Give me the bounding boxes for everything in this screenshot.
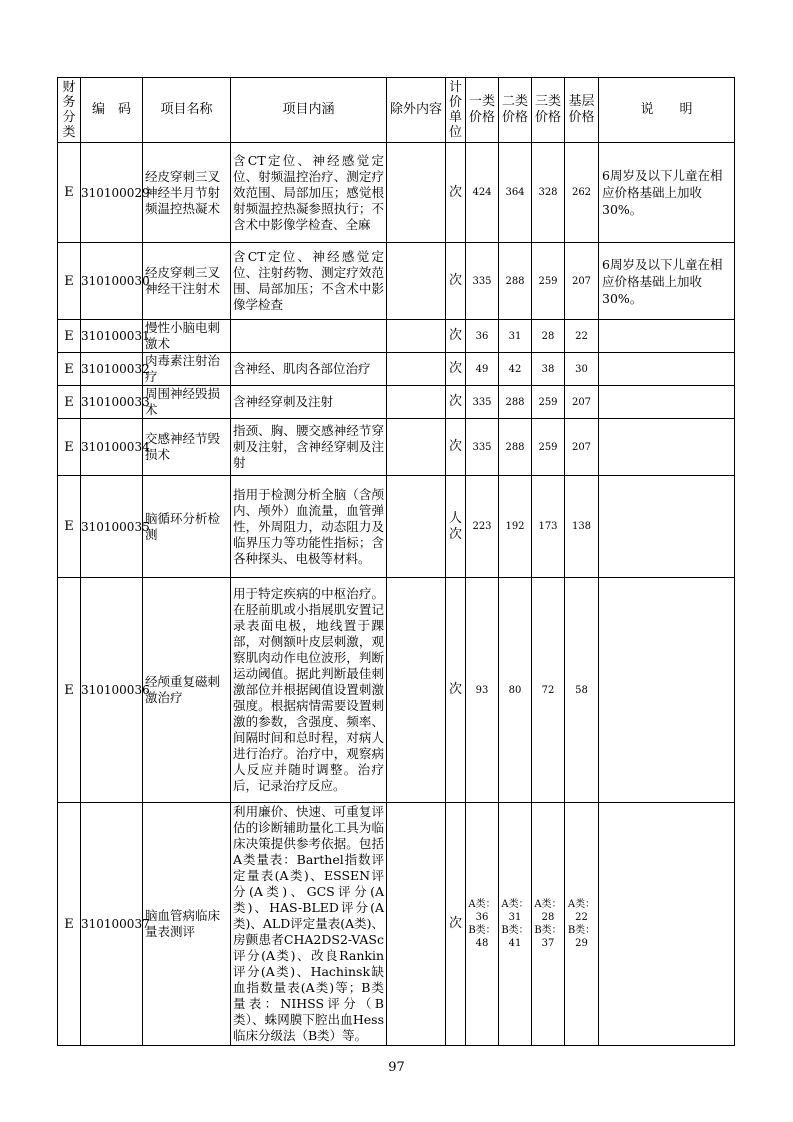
category-cell: E: [58, 803, 81, 1046]
price3-cell: 28: [532, 320, 565, 353]
name-cell: 慢性小脑电刺激术: [143, 320, 231, 353]
name-cell: 周围神经毁损术: [143, 386, 231, 419]
price1-cell: 49: [466, 353, 499, 386]
content-cell: 用于特定疾病的中枢治疗。在胫前肌或小指展肌安置记录表面电极，地线置于踝部，对侧额叶皮层刺激，观察肌肉动作电位波形，判断运动阈值。据此判断最佳刺激部位并根据阈值设置刺激强度。根据病情需要设置刺激的参数，含强度、频率、间隔时间和总时程，对病人进行治疗。治疗中，观察病人反应并随时调整。治疗后，记录治疗反应。: [231, 578, 387, 803]
code-cell: 310100032: [81, 353, 143, 386]
category-cell: E: [58, 320, 81, 353]
category-cell: E: [58, 386, 81, 419]
price1-cell: 36: [466, 320, 499, 353]
code-cell: 310100033: [81, 386, 143, 419]
notes-cell: [599, 803, 735, 1046]
content-cell: 利用廉价、快速、可重复评估的诊断辅助量化工具为临床决策提供参考依据。包括A类量表：Barthel指数评定量表(A类)、ESSEN评分(A类)、GCS评分(A类)、HAS-BLED评分(A类)、ALD评定量表(A类)、房颤患者CHA2DS2-VASc评分(A类)、改良Rankin评分(A类)、Hachinsk缺血指数量表(A类)等；B类量表：NIHSS评分（B类）、蛛网膜下腔出血Hess临床分级法（B类）等。: [231, 803, 387, 1046]
unit-cell: 次: [446, 419, 466, 476]
category-cell: E: [58, 143, 81, 243]
notes-cell: [599, 320, 735, 353]
price-base-cell: 262: [565, 143, 599, 243]
code-cell: 310100030: [81, 243, 143, 320]
table-row: [58, 803, 735, 1046]
code-cell: 310100031: [81, 320, 143, 353]
price1-cell: [466, 803, 499, 1046]
content-cell: 含神经穿刺及注射: [231, 386, 387, 419]
unit-cell: 人次: [446, 476, 466, 578]
table-row: [58, 419, 735, 476]
name-cell: 肉毒素注射治疗: [143, 353, 231, 386]
price-base-a: A类：22: [567, 899, 596, 923]
notes-cell: [599, 386, 735, 419]
category-cell: E: [58, 578, 81, 803]
code-cell: 310100036: [81, 578, 143, 803]
notes-cell: 6周岁及以下儿童在相应价格基础上加收30%。: [599, 243, 735, 320]
exclusions-cell: [387, 419, 446, 476]
category-cell: E: [58, 353, 81, 386]
notes-cell: [599, 476, 735, 578]
price3-a: A类：28: [534, 899, 562, 923]
exclusions-cell: [387, 476, 446, 578]
table-row: [58, 578, 735, 803]
price1-cell: 335: [466, 386, 499, 419]
exclusions-cell: [387, 243, 446, 320]
price1-cell: 335: [466, 243, 499, 320]
table-row: [58, 386, 735, 419]
header-price3: 三类 价格: [532, 78, 565, 143]
price-base-cell: 207: [565, 386, 599, 419]
code-cell: 310100037: [81, 803, 143, 1046]
table-row: [58, 476, 735, 578]
header-notes: 说 明: [599, 78, 735, 143]
content-cell: [231, 320, 387, 353]
code-cell: 310100029: [81, 143, 143, 243]
price3-cell: 38: [532, 353, 565, 386]
table-row: [58, 143, 735, 243]
price2-b: B类：41: [501, 925, 529, 949]
content-cell: 含CT定位、神经感觉定位、注射药物、测定疗效范围、局部加压；不含术中影像学检查: [231, 243, 387, 320]
price1-b: B类：48: [468, 925, 496, 949]
exclusions-cell: [387, 143, 446, 243]
header-content: 项目内涵: [231, 78, 387, 143]
header-price1: 一类 价格: [466, 78, 499, 143]
content-cell: 含神经、肌肉各部位治疗: [231, 353, 387, 386]
content-cell: 指颈、胸、腰交感神经节穿刺及注射，含神经穿刺及注射: [231, 419, 387, 476]
name-cell: 经皮穿刺三叉神经半月节射频温控热凝术: [143, 143, 231, 243]
price3-cell: 259: [532, 386, 565, 419]
price-base-cell: [565, 803, 599, 1046]
price2-cell: 80: [499, 578, 532, 803]
price3-cell: 173: [532, 476, 565, 578]
price-base-cell: 207: [565, 419, 599, 476]
price3-cell: 259: [532, 243, 565, 320]
content-cell: 含CT定位、神经感觉定位、射频温控治疗、测定疗效范围、局部加压；感觉根射频温控热凝参照执行；不含术中影像学检查、全麻: [231, 143, 387, 243]
header-price-base: 基层 价格: [565, 78, 599, 143]
price-base-cell: 138: [565, 476, 599, 578]
header-price2: 二类 价格: [499, 78, 532, 143]
notes-cell: [599, 353, 735, 386]
price2-cell: 42: [499, 353, 532, 386]
exclusions-cell: [387, 578, 446, 803]
price2-cell: 288: [499, 243, 532, 320]
table-row: [58, 243, 735, 320]
header-code: 编 码: [81, 78, 143, 143]
header-unit: 计 价 单 位: [446, 78, 466, 143]
price3-cell: 328: [532, 143, 565, 243]
price-base-b: B类：29: [567, 925, 596, 949]
code-cell: 310100035: [81, 476, 143, 578]
name-cell: 经皮穿刺三叉神经干注射术: [143, 243, 231, 320]
price2-cell: 288: [499, 419, 532, 476]
price-base-cell: 22: [565, 320, 599, 353]
price1-cell: 335: [466, 419, 499, 476]
exclusions-cell: [387, 386, 446, 419]
name-cell: 交感神经节毁损术: [143, 419, 231, 476]
table-row: [58, 353, 735, 386]
exclusions-cell: [387, 803, 446, 1046]
price-base-cell: 30: [565, 353, 599, 386]
header-name: 项目名称: [143, 78, 231, 143]
price-base-cell: 58: [565, 578, 599, 803]
unit-cell: 次: [446, 803, 466, 1046]
page-number: 97: [388, 1060, 405, 1075]
name-cell: 经颅重复磁刺激治疗: [143, 578, 231, 803]
exclusions-cell: [387, 353, 446, 386]
header-category: 财 务 分 类: [58, 78, 81, 143]
code-cell: 310100034: [81, 419, 143, 476]
unit-cell: 次: [446, 320, 466, 353]
price2-a: A类：31: [501, 899, 529, 923]
price2-cell: 192: [499, 476, 532, 578]
price-base-cell: 207: [565, 243, 599, 320]
price3-cell: 72: [532, 578, 565, 803]
notes-cell: 6周岁及以下儿童在相应价格基础上加收30%。: [599, 143, 735, 243]
unit-cell: 次: [446, 578, 466, 803]
notes-cell: [599, 419, 735, 476]
price1-cell: 223: [466, 476, 499, 578]
category-cell: E: [58, 243, 81, 320]
content-cell: 指用于检测分析全脑（含颅内、颅外）血流量，血管弹性，外周阻力，动态阻力及临界压力等功能性指标；含各种探头、电极等材料。: [231, 476, 387, 578]
name-cell: 脑血管病临床量表测评: [143, 803, 231, 1046]
header-row: [58, 78, 735, 143]
category-cell: E: [58, 476, 81, 578]
price2-cell: 288: [499, 386, 532, 419]
price1-cell: 93: [466, 578, 499, 803]
price-table: [57, 77, 735, 1046]
price2-cell: [499, 803, 532, 1046]
header-exclusions: 除外内容: [387, 78, 446, 143]
unit-cell: 次: [446, 143, 466, 243]
price3-cell: [532, 803, 565, 1046]
price3-cell: 259: [532, 419, 565, 476]
price2-cell: 364: [499, 143, 532, 243]
price1-cell: 424: [466, 143, 499, 243]
unit-cell: 次: [446, 386, 466, 419]
unit-cell: 次: [446, 353, 466, 386]
price1-a: A类：36: [468, 899, 496, 923]
notes-cell: [599, 578, 735, 803]
unit-cell: 次: [446, 243, 466, 320]
exclusions-cell: [387, 320, 446, 353]
name-cell: 脑循环分析检测: [143, 476, 231, 578]
category-cell: E: [58, 419, 81, 476]
price3-b: B类：37: [534, 925, 562, 949]
price2-cell: 31: [499, 320, 532, 353]
table-row: [58, 320, 735, 353]
